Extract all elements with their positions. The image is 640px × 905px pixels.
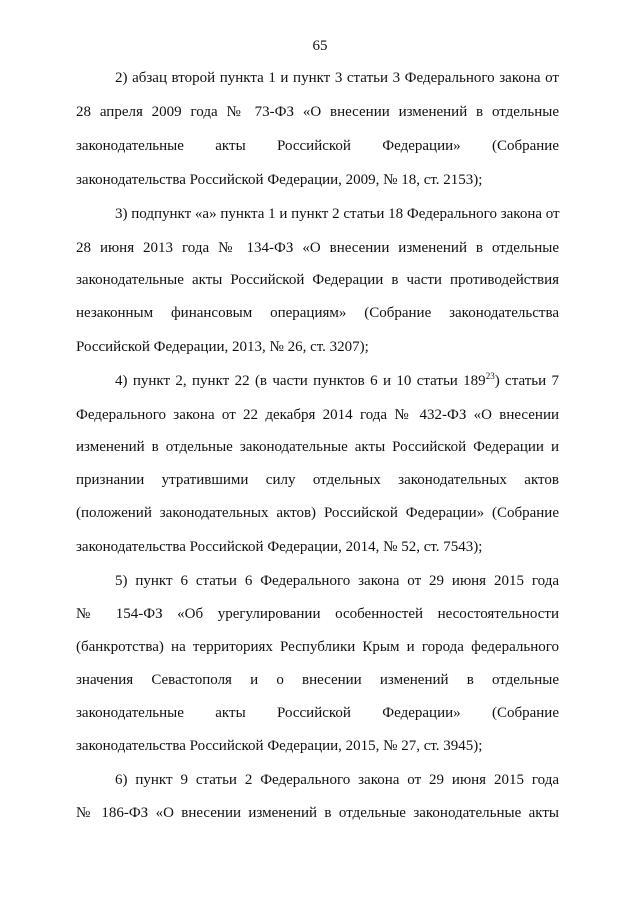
text-line: 2) абзац второй пункта 1 и пункт 3 статьи 3 Федерального закона от (115, 70, 559, 86)
text-line (115, 370, 559, 392)
text-line: законодательные акты Российской Федерации в части противодействия (76, 272, 559, 288)
text-line: значения Севастополя и о внесении изменений в отдельные (76, 672, 559, 688)
text-line: признании утратившими силу отдельных законодательных актов (76, 472, 559, 488)
text-line: № 154-ФЗ «Об урегулировании особенностей несостоятельности (76, 606, 559, 622)
text-line: (положений законодательных актов) Российской Федерации» (Собрание (76, 505, 559, 521)
page-number: 65 (312, 38, 328, 54)
text-line: Федерального закона от 22 декабря 2014 года № 432-ФЗ «О внесении (76, 407, 559, 423)
text-line: незаконным финансовым операциям» (Собрание законодательства (76, 305, 559, 321)
text-line: 3) подпункт «а» пункта 1 и пункт 2 статьи 18 Федерального закона от (115, 206, 560, 222)
text-line: (банкротства) на территориях Республики Крым и города федерального (76, 639, 559, 655)
text-line: законодательные акты Российской Федерации» (Собрание (76, 138, 559, 154)
text-line: 5) пункт 6 статьи 6 Федерального закона от 29 июня 2015 года (115, 573, 559, 589)
text-line: законодательства Российской Федерации, 2009, № 18, ст. 2153); (76, 172, 483, 188)
text-segment: 4) пункт 2, пункт 22 (в части пунктов 6 и 10 статьи 189 (115, 373, 486, 389)
text-line: 28 июня 2013 года № 134-ФЗ «О внесении изменений в отдельные (76, 240, 559, 256)
text-line: законодательные акты Российской Федерации» (Собрание (76, 705, 559, 721)
text-line: Российской Федерации, 2013, № 26, ст. 3207); (76, 339, 369, 355)
text-line: 28 апреля 2009 года № 73-ФЗ «О внесении изменений в отдельные (76, 104, 559, 120)
footnote-superscript: 23 (485, 371, 495, 381)
text-line: 6) пункт 9 статьи 2 Федерального закона от 29 июня 2015 года (115, 772, 559, 788)
text-line: законодательства Российской Федерации, 2014, № 52, ст. 7543); (76, 539, 483, 555)
text-line: законодательства Российской Федерации, 2015, № 27, ст. 3945); (76, 738, 483, 754)
text-line: изменений в отдельные законодательные акты Российской Федерации и (76, 439, 559, 455)
text-line: № 186-ФЗ «О внесении изменений в отдельные законодательные акты (76, 805, 559, 821)
text-segment: ) статьи 7 (494, 373, 559, 389)
